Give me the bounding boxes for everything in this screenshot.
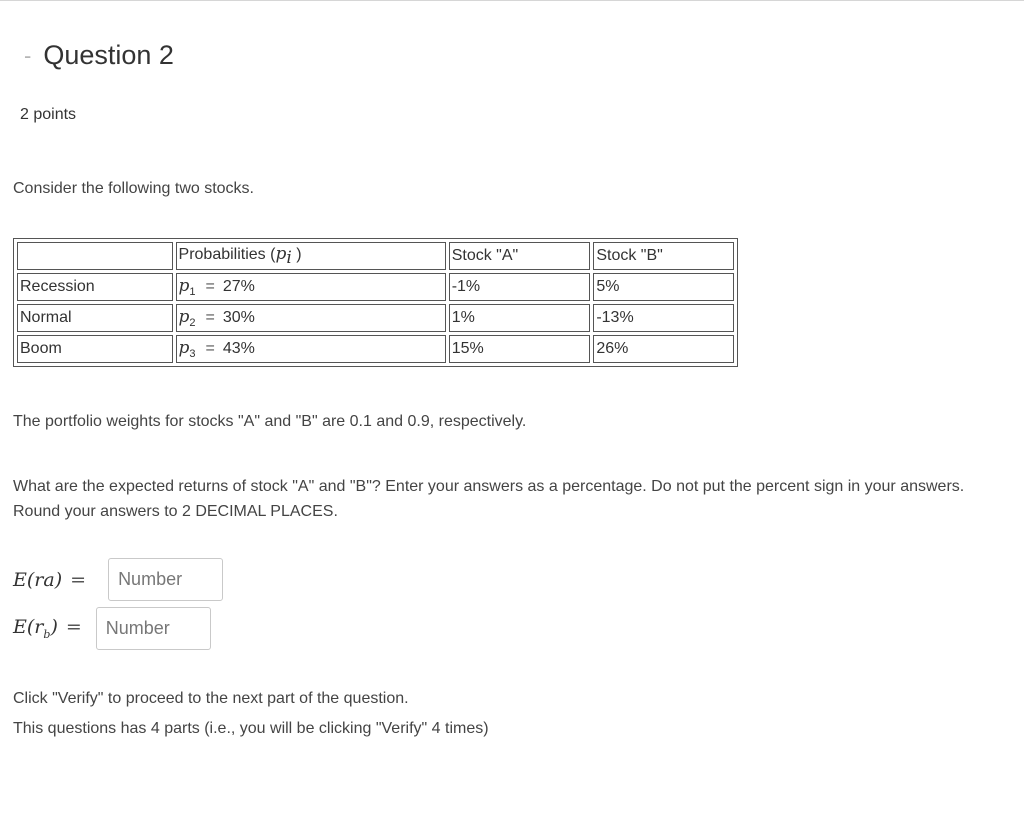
header-cell-stock-a: Stock "A" <box>449 242 591 270</box>
stock-a-cell: -1% <box>449 273 591 301</box>
prob-value: 27% <box>222 277 255 295</box>
expected-return-a-label: E(ra) = <box>13 568 87 591</box>
prob-value: 30% <box>222 308 255 326</box>
answer-row-b <box>13 607 211 650</box>
question-points: 2 points <box>20 106 77 123</box>
question-header <box>24 40 174 71</box>
prob-sub: 3 <box>189 348 196 361</box>
intro-text: Consider the following two stocks. <box>13 180 254 197</box>
table-row <box>17 335 734 363</box>
collapse-icon[interactable]: - <box>24 42 32 68</box>
probability-cell <box>176 304 446 332</box>
probability-cell <box>176 335 446 363</box>
state-cell: Normal <box>17 304 173 332</box>
header-cell-probabilities: Probabilities ($p_i$ ) <box>176 242 446 270</box>
prob-sub: 2 <box>189 317 196 330</box>
stock-a-cell: 1% <box>449 304 591 332</box>
header-cell-stock-b: Stock "B" <box>593 242 734 270</box>
stock-b-cell: 26% <box>593 335 734 363</box>
prob-sub: 1 <box>189 286 196 299</box>
header-probabilities-label: Probabilities <box>178 245 266 263</box>
prob-var: p <box>178 306 190 327</box>
parts-instruction: This questions has 4 parts (i.e., you will be clicking "Verify" 4 times) <box>13 720 489 737</box>
state-cell: Boom <box>17 335 173 363</box>
stock-a-cell: 15% <box>449 335 591 363</box>
equals-sign: = <box>205 339 215 357</box>
expected-return-b-input[interactable] <box>96 607 211 650</box>
probability-cell <box>176 273 446 301</box>
returns-table <box>13 238 738 367</box>
header-cell-empty <box>17 242 173 270</box>
header-prob-symbol: p <box>275 243 287 264</box>
table-row <box>17 273 734 301</box>
expected-return-b-label: $E(r_b)$ = <box>13 616 82 641</box>
answer-row-a <box>13 558 223 601</box>
prob-var: p <box>178 337 190 358</box>
top-divider <box>0 0 1024 1</box>
prob-var: p <box>178 275 190 296</box>
equals-sign: = <box>205 308 215 326</box>
table-header-row <box>17 242 734 270</box>
expected-return-a-input[interactable] <box>108 558 223 601</box>
prob-value: 43% <box>222 339 255 357</box>
verify-instruction: Click "Verify" to proceed to the next part of the question. <box>13 690 409 707</box>
header-prob-index: i <box>286 248 292 269</box>
table-row <box>17 304 734 332</box>
question-title: Question 2 <box>43 40 174 70</box>
stock-b-cell: 5% <box>593 273 734 301</box>
weights-text: The portfolio weights for stocks "A" and "B" are 0.1 and 0.9, respectively. <box>13 413 527 430</box>
question-prompt: What are the expected returns of stock "A" and "B"? Enter your answers as a percentage. Do not put the percent sign in your answers. Round your answers to 2 DECIMAL PLACES. <box>13 478 965 520</box>
equals-sign: = <box>205 277 215 295</box>
state-cell: Recession <box>17 273 173 301</box>
stock-b-cell: -13% <box>593 304 734 332</box>
